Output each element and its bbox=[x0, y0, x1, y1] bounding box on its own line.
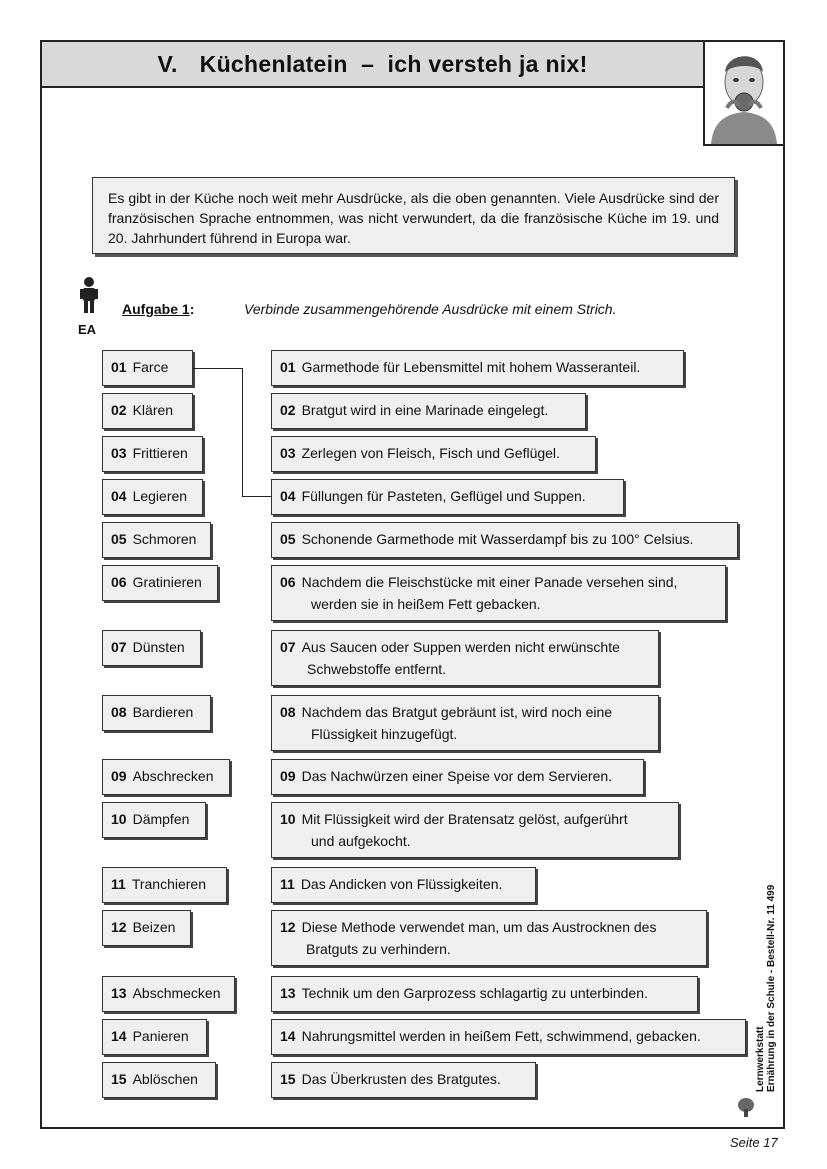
term-number: 02 bbox=[111, 402, 127, 418]
definition-number: 05 bbox=[280, 531, 296, 547]
definition-number: 02 bbox=[280, 402, 296, 418]
definition-box[interactable] bbox=[271, 1062, 536, 1098]
series-title: Lernwerkstatt bbox=[755, 1026, 766, 1092]
book-title-order-number: Ernährung in der Schule - Bestell-Nr. 11 499 bbox=[766, 884, 777, 1092]
definition-text-line2: Schwebstoffe entfernt. bbox=[307, 661, 447, 677]
definition-text: Füllungen für Pasteten, Geflügel und Suppen. bbox=[301, 488, 586, 504]
definition-number: 04 bbox=[280, 488, 296, 504]
connector-line bbox=[242, 496, 271, 497]
term-number: 06 bbox=[111, 574, 127, 590]
term-text: Abschmecken bbox=[132, 985, 221, 1001]
task-instruction: Verbinde zusammengehörende Ausdrücke mit einem Strich. bbox=[244, 301, 617, 317]
term-number: 09 bbox=[111, 768, 127, 784]
term-box[interactable] bbox=[102, 867, 227, 903]
term-text: Abschrecken bbox=[132, 768, 214, 784]
definition-text: Das Nachwürzen einer Speise vor dem Servieren. bbox=[301, 768, 613, 784]
term-number: 07 bbox=[111, 639, 127, 655]
definition-text: Nachdem das Bratgut gebräunt ist, wird noch eine bbox=[301, 704, 613, 720]
term-number: 15 bbox=[111, 1071, 127, 1087]
definition-number: 01 bbox=[280, 359, 296, 375]
definition-text: Nachdem die Fleischstücke mit einer Panade versehen sind, bbox=[301, 574, 678, 590]
term-box[interactable] bbox=[102, 565, 218, 601]
definition-text: Mit Flüssigkeit wird der Bratensatz gelöst, aufgerührt bbox=[301, 811, 628, 827]
definition-text: Das Überkrusten des Bratgutes. bbox=[301, 1071, 501, 1087]
intro-text-box: Es gibt in der Küche noch weit mehr Ausdrücke, als die oben genannten. Viele Ausdrücke sind der französischen Sprache entnommen, was nicht verwundert, da die französische Küche im 19. und 20. Jahrhundert führend in Europa war. bbox=[92, 177, 735, 254]
definition-number: 03 bbox=[280, 445, 296, 461]
definition-number: 13 bbox=[280, 985, 296, 1001]
term-number: 05 bbox=[111, 531, 127, 547]
term-text: Beizen bbox=[132, 919, 176, 935]
term-number: 13 bbox=[111, 985, 127, 1001]
term-box[interactable] bbox=[102, 436, 203, 472]
definition-box[interactable] bbox=[271, 976, 698, 1012]
definition-number: 12 bbox=[280, 919, 296, 935]
term-text: Frittieren bbox=[132, 445, 188, 461]
definition-number: 11 bbox=[280, 876, 295, 892]
definition-text: Bratgut wird in eine Marinade eingelegt. bbox=[301, 402, 549, 418]
definition-box[interactable] bbox=[271, 695, 659, 751]
definition-number: 09 bbox=[280, 768, 296, 784]
term-box[interactable] bbox=[102, 1019, 207, 1055]
definition-number: 06 bbox=[280, 574, 296, 590]
term-number: 10 bbox=[111, 811, 127, 827]
term-box[interactable] bbox=[102, 522, 211, 558]
term-box[interactable] bbox=[102, 630, 201, 666]
definition-box[interactable] bbox=[271, 565, 726, 621]
term-text: Schmoren bbox=[132, 531, 197, 547]
definition-text: Das Andicken von Flüssigkeiten. bbox=[300, 876, 503, 892]
definition-text-line2: und aufgekocht. bbox=[311, 833, 411, 849]
publisher-logo bbox=[736, 1095, 756, 1117]
page-number: Seite 17 bbox=[730, 1135, 778, 1150]
definition-box[interactable] bbox=[271, 1019, 746, 1055]
definition-box[interactable] bbox=[271, 350, 684, 386]
definition-box[interactable] bbox=[271, 802, 679, 858]
term-number: 03 bbox=[111, 445, 127, 461]
term-text: Klären bbox=[132, 402, 174, 418]
definition-text: Schonende Garmethode mit Wasserdampf bis zu 100° Celsius. bbox=[301, 531, 694, 547]
term-number: 08 bbox=[111, 704, 127, 720]
term-box[interactable] bbox=[102, 1062, 216, 1098]
definition-box[interactable] bbox=[271, 759, 644, 795]
definition-number: 08 bbox=[280, 704, 296, 720]
definition-text: Diese Methode verwendet man, um das Austrocknen des bbox=[301, 919, 657, 935]
term-text: Dünsten bbox=[132, 639, 185, 655]
term-text: Farce bbox=[132, 359, 169, 375]
term-number: 04 bbox=[111, 488, 127, 504]
term-box[interactable] bbox=[102, 350, 193, 386]
boy-eating-apple-photo bbox=[703, 40, 785, 146]
definition-text: Zerlegen von Fleisch, Fisch und Geflügel. bbox=[301, 445, 560, 461]
definition-box[interactable] bbox=[271, 910, 707, 966]
definition-number: 10 bbox=[280, 811, 296, 827]
chapter-numeral: V. bbox=[157, 50, 178, 77]
connector-line bbox=[193, 368, 243, 369]
term-number: 11 bbox=[111, 876, 126, 892]
term-number: 01 bbox=[111, 359, 127, 375]
term-text: Gratinieren bbox=[132, 574, 202, 590]
term-text: Legieren bbox=[132, 488, 188, 504]
term-box[interactable] bbox=[102, 393, 193, 429]
term-text: Bardieren bbox=[132, 704, 194, 720]
term-box[interactable] bbox=[102, 910, 191, 946]
term-box[interactable] bbox=[102, 759, 230, 795]
work-mode-label: EA bbox=[78, 322, 97, 337]
term-box[interactable] bbox=[102, 695, 211, 731]
chapter-header bbox=[40, 40, 705, 88]
definition-box[interactable] bbox=[271, 522, 738, 558]
definition-text-line2: werden sie in heißem Fett gebacken. bbox=[311, 596, 541, 612]
term-number: 14 bbox=[111, 1028, 127, 1044]
term-box[interactable] bbox=[102, 976, 235, 1012]
definition-number: 07 bbox=[280, 639, 296, 655]
person-icon bbox=[79, 276, 99, 320]
term-box[interactable] bbox=[102, 479, 203, 515]
definition-text: Technik um den Garprozess schlagartig zu unterbinden. bbox=[301, 985, 648, 1001]
definition-number: 15 bbox=[280, 1071, 296, 1087]
definition-number: 14 bbox=[280, 1028, 296, 1044]
definition-text-line2: Flüssigkeit hinzugefügt. bbox=[311, 726, 458, 742]
connector-line bbox=[242, 368, 243, 497]
definition-box[interactable] bbox=[271, 479, 624, 515]
definition-box[interactable] bbox=[271, 867, 536, 903]
publisher-sidebar bbox=[755, 885, 777, 1092]
definition-text: Nahrungsmittel werden in heißem Fett, schwimmend, gebacken. bbox=[301, 1028, 701, 1044]
term-box[interactable] bbox=[102, 802, 206, 838]
term-text: Dämpfen bbox=[132, 811, 190, 827]
term-text: Ablöschen bbox=[132, 1071, 198, 1087]
definition-text: Aus Saucen oder Suppen werden nicht erwünschte bbox=[301, 639, 620, 655]
definition-box[interactable] bbox=[271, 436, 596, 472]
term-text: Tranchieren bbox=[131, 876, 206, 892]
definition-text: Garmethode für Lebensmittel mit hohem Wasseranteil. bbox=[301, 359, 641, 375]
definition-box[interactable] bbox=[271, 393, 586, 429]
term-number: 12 bbox=[111, 919, 127, 935]
definition-box[interactable] bbox=[271, 630, 659, 686]
task-label: Aufgabe 1: bbox=[122, 301, 195, 317]
definition-text-line2: Bratguts zu verhindern. bbox=[306, 941, 451, 957]
term-text: Panieren bbox=[132, 1028, 189, 1044]
chapter-title: Küchenlatein – ich versteh ja nix! bbox=[199, 50, 588, 77]
